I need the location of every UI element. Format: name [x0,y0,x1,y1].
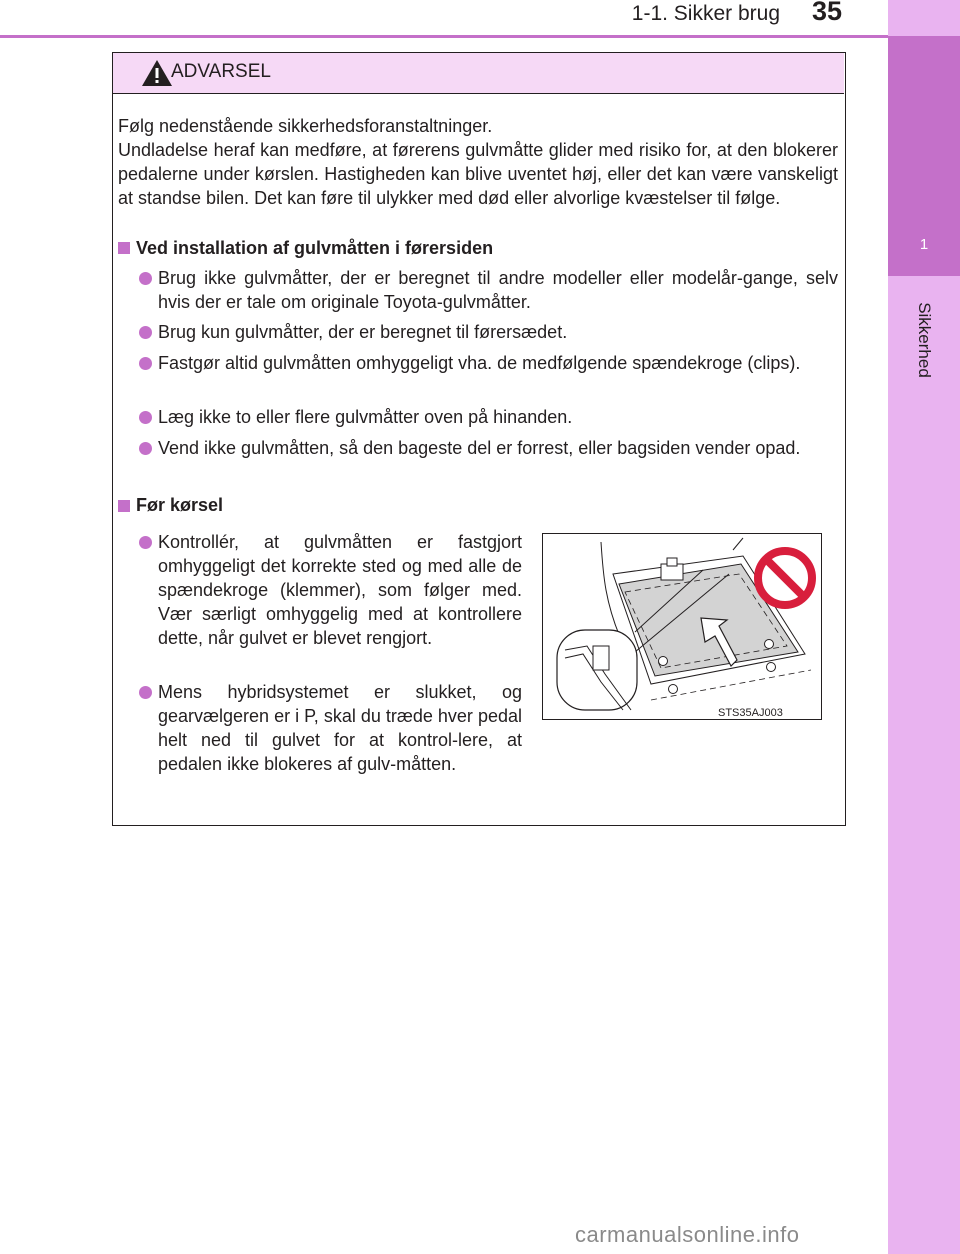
list-item: Brug ikke gulvmåtter, der er beregnet til andre modeller eller modelår-gange, selv hvis der er tale om originale Toyota-gulvmåtter. [158,268,838,312]
section-title: 1-1. Sikker brug [631,2,780,25]
floor-mat-illustration [542,533,822,720]
list-item: Kontrollér, at gulvmåtten er fastgjort omhyggeligt det korrekte sted og med alle de spændekroge (klemmer), som følger med. Vær særligt omhyggelig med at kontrollere dette, når gulvet er blevet rengjort. [158,532,522,648]
floor-mat-drawing [543,534,821,719]
list-bullet [139,442,152,455]
list-item: Brug kun gulvmåtter, der er beregnet til førersædet. [158,322,568,342]
warning-triangle-icon [141,59,173,87]
list-bullet [139,686,152,699]
list-bullet [139,411,152,424]
warning-header [113,53,844,94]
section-bullet [118,500,130,512]
list-bullet [139,326,152,339]
illustration-code: STS35AJ003 [718,707,783,719]
list-item: Fastgør altid gulvmåtten omhyggeligt vha. de medfølgende spændekroge (clips). [158,353,801,373]
section-bullet [118,242,130,254]
list-item: Vend ikke gulvmåtten, så den bageste del er forrest, eller bagsiden vender opad. [158,438,801,458]
chapter-label: Sikkerhed [915,302,934,378]
chapter-number: 1 [919,236,929,253]
list-bullet [139,536,152,549]
list-bullet [139,357,152,370]
warning-title: ADVARSEL [171,61,271,82]
header-rule [0,35,888,38]
section-heading: Ved installation af gulvmåtten i førersiden [136,238,494,258]
page-number: 35 [812,0,843,26]
warning-intro-body: Undladelse heraf kan medføre, at førerens gulvmåtte glider med risiko for, at den blokerer pedalerne under kørslen. Hastigheden kan blive uventet høj, eller det kan være vanskeligt at standse bilen. Det kan føre til ulykker med død eller alvorlige kvæstelser til følge. [118,140,838,208]
section-heading: Før kørsel [136,495,224,515]
watermark: carmanualsonline.info [575,1222,800,1247]
list-item: Mens hybridsystemet er slukket, og gearvælgeren er i P, skal du træde hver pedal helt ned til gulvet for at kontrol-lere, at pedalen ikke blokeres af gulv-måtten. [158,682,522,774]
warning-intro: Følg nedenstående sikkerhedsforanstaltninger. [118,116,493,136]
list-item: Læg ikke to eller flere gulvmåtter oven på hinanden. [158,407,573,427]
list-bullet [139,272,152,285]
